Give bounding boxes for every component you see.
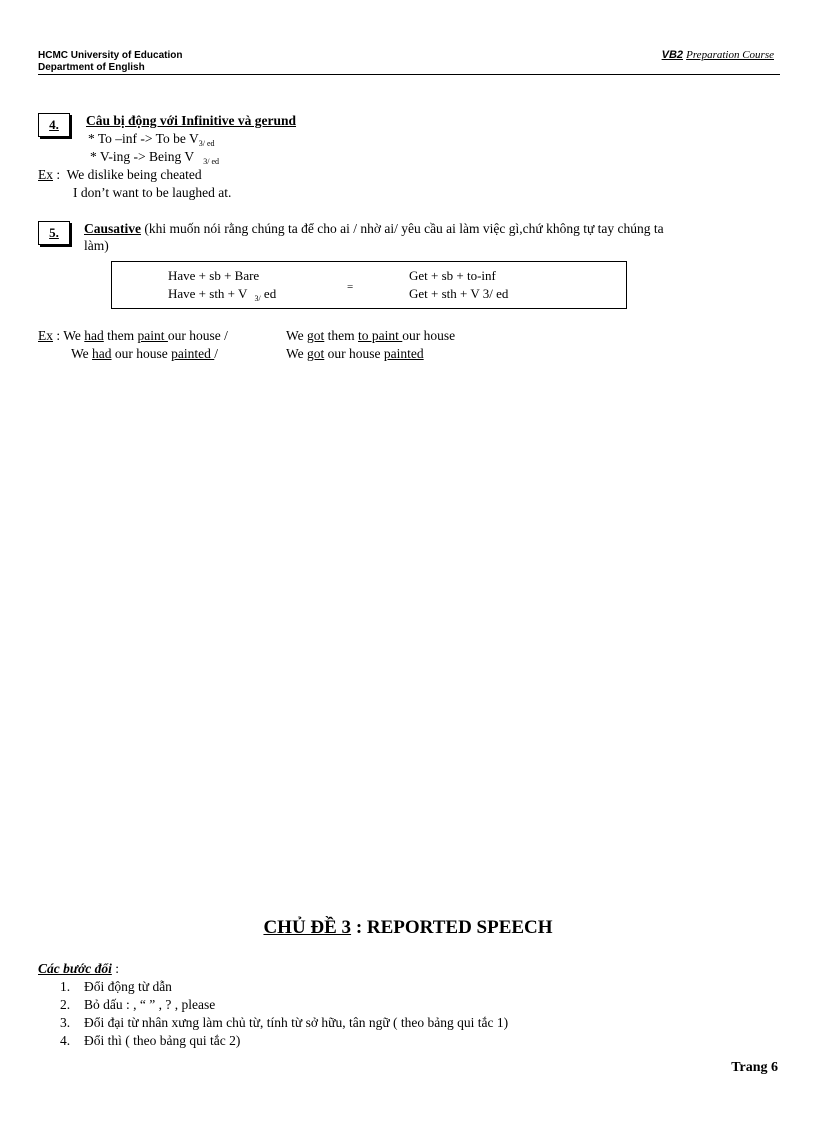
ex1-part-c: our house / (167, 328, 228, 343)
ex2-part-a: We (71, 346, 93, 361)
section4-rule2-sub: 3/ ed (203, 157, 220, 166)
step-text: Bỏ dấu : , “ ” , ? , please (84, 997, 216, 1012)
page-number: Trang 6 (731, 1060, 778, 1075)
ex2-part-c: / (214, 346, 219, 361)
list-item (60, 1032, 508, 1050)
section5-title: Causative (84, 221, 141, 236)
step-number: 2. (60, 997, 71, 1012)
table-left-row2-text: Have + sth + V (168, 286, 248, 301)
ex1-part-f: our house (402, 328, 456, 343)
step-text: Đổi thì ( theo bảng qui tắc 2) (84, 1033, 241, 1048)
ex2-got: got (307, 346, 325, 361)
list-item (60, 996, 508, 1014)
section5-example-line1-right (286, 327, 455, 345)
steps-heading (38, 960, 119, 978)
section5-number: 5. (49, 225, 59, 240)
ex2-part-e: our house (324, 346, 384, 361)
header-university: HCMC University of Education (38, 50, 183, 61)
steps-label: Các bước đổi (38, 961, 112, 976)
chapter-rest: : REPORTED SPEECH (351, 917, 553, 938)
table-right-row1: Get + sb + to-inf (409, 268, 496, 283)
step-number: 1. (60, 979, 71, 994)
header-department: Department of English (38, 62, 145, 73)
steps-list (60, 978, 508, 1050)
table-left-row2-tail: ed (260, 286, 277, 301)
ex1-had: had (84, 328, 104, 343)
section5-example-line1: Ex : We had them paint our house / (38, 328, 228, 343)
ex2-part-b: our house (111, 346, 172, 361)
section5-heading (84, 220, 770, 238)
header-course-name: Preparation Course (686, 49, 774, 61)
chapter-title (0, 917, 816, 939)
header-rule (38, 74, 780, 75)
ex1-part-a: We (63, 328, 85, 343)
steps-colon: : (111, 961, 119, 976)
section4-number: 4. (49, 117, 59, 132)
section4-number-box (38, 113, 70, 137)
list-item (60, 978, 508, 996)
section4-example: Ex : We dislike being cheated (38, 167, 202, 182)
ex1-got: got (307, 328, 325, 343)
ex1-part-d: We (286, 328, 308, 343)
section5-desc-line2: làm) (84, 238, 109, 253)
section4-rule1-sub: 3/ ed (198, 139, 215, 148)
section5-ex-label: Ex (38, 328, 53, 343)
header-course (662, 49, 774, 61)
ex2-painted2: painted (383, 346, 424, 361)
header-institution (38, 50, 182, 74)
section5-number-box (38, 221, 70, 245)
step-text: Đổi động từ dẫn (84, 979, 172, 994)
section4-rule1-text: * To –inf -> To be V (88, 131, 199, 146)
list-item (60, 1014, 508, 1032)
header-course-code: VB2 (661, 49, 684, 61)
ex2-had: had (92, 346, 112, 361)
section5-example-line2 (71, 345, 218, 363)
step-number: 3. (60, 1015, 71, 1030)
chapter-prefix: CHỦ ĐỀ 3 (263, 917, 352, 938)
ex1-paint: paint (137, 328, 168, 343)
ex1-part-b: them (103, 328, 138, 343)
section4-ex-line1: We dislike being cheated (66, 167, 202, 182)
ex2-part-d: We (286, 346, 308, 361)
causative-table (111, 261, 627, 309)
ex1-part-e: them (324, 328, 359, 343)
table-equals: = (347, 281, 354, 293)
section5-desc-line1: (khi muốn nói rằng chúng ta để cho ai / nhờ ai/ yêu cầu ai làm việc gì,chứ không tự tay chúng ta (144, 221, 664, 236)
table-left-row1: Have + sb + Bare (168, 268, 260, 283)
section4-rule2-text: * V-ing -> Being V (90, 149, 194, 164)
table-right-row2: Get + sth + V 3/ ed (409, 286, 509, 301)
section5-example-line2-right (286, 345, 424, 363)
ex1-to-paint: to paint (358, 328, 403, 343)
step-text: Đổi đại từ nhân xưng làm chủ từ, tính từ sở hữu, tân ngữ ( theo bảng qui tắc 1) (84, 1015, 509, 1030)
table-left-row2 (168, 285, 276, 307)
step-number: 4. (60, 1033, 71, 1048)
section4-ex-line2: I don’t want to be laughed at. (73, 185, 232, 200)
table-left-row2-sub: 3/ (254, 294, 261, 303)
section4-ex-label: Ex (38, 167, 53, 182)
ex2-painted: painted (171, 346, 215, 361)
section4-title: Câu bị động với Infinitive và gerund (86, 113, 297, 128)
